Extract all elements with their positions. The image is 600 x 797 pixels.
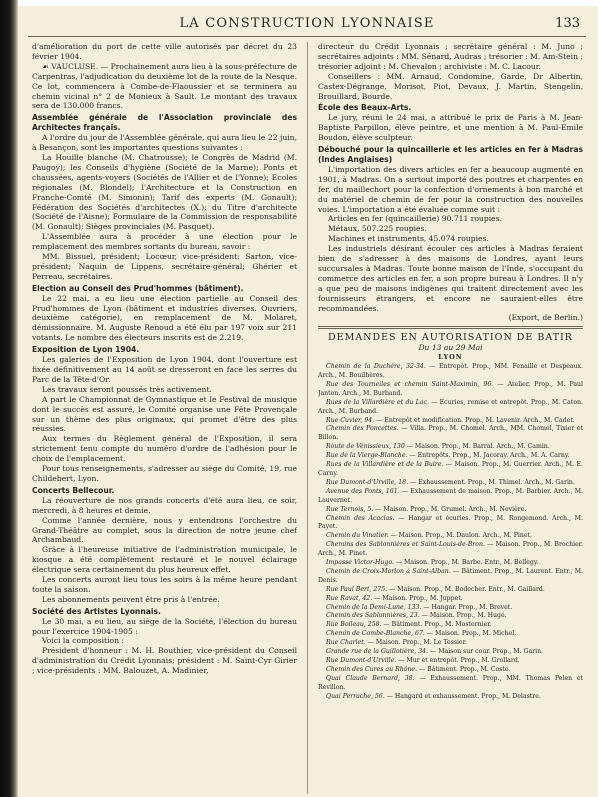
right-column [318,42,583,794]
permit-entry [318,693,583,702]
paragraph-l15: Pour tous renseignements, s'adresser au siège du Comité, 19, rue Childebert, Lyon. [32,464,297,483]
permit-entry [318,363,583,381]
permit-details: — Entrepôt et modification. Prop., M. Lavenir. Arch., M. Cadet. [374,416,575,424]
paragraph-r4: Le jury, réuni le 24 mai, a attribué le prix de Paris à M. Jean-Baptiste Parpillon, élève peintre, et une mention à M. Paul-Emile Boudon, élève sculpteur. [318,113,583,143]
permit-entry [318,621,583,630]
column-divider [307,42,308,794]
permit-details: — Maison. Prop., M. Hugé. [419,612,507,620]
permit-entry [318,399,583,417]
paragraph-l14: Aux termes du Règlement général de l'Exposition, il sera strictement tenu compte du numéro d'ordre de l'adhésion pour le choix de l'emplacement. [32,434,297,464]
permit-entry [318,568,583,586]
paragraph-r2: Conseillers : MM. Arnaud, Condomine, Garde, Dr Albertin, Castex-Dégrange, Morisot, Piot, Devaux, J. Martin, Stengelin, Brouillard, Bourde. [318,71,583,101]
demandes-list [318,363,583,701]
section-heading-l8: Election au Conseil des Prud'hommes (bâtiment). [32,283,244,293]
paragraph-l17: La réouverture de nos grands concerts d'été aura lieu, ce soir, mercredi, à 8 heures et demie. [32,495,297,515]
paragraph-l13: A part le Championnat de Gymnastique et le Festival de musique dont le succès est assuré, le Comité organise une Fête Provençale sur un thème des plus originaux, qui promet d'être des plus réussies. [32,394,297,434]
paragraph-l9: Le 22 mai, a eu lieu une élection partielle au Conseil des Prud'hommes de Lyon (bâtiment et industries diverses. Ouvriers, deuxième catégorie), en remplacement de M. Molaret, démissionnaire. M. Auguste Renoud a été élu par 197 voix sur 211 votants. Le nombre des électeurs inscrits est de 2.219. [32,293,297,343]
paragraph-r7: Articles en fer (quincaillerie) 90.711 roupies. [328,214,502,224]
permit-entry [318,639,583,648]
permit-details: — Atelier. Prop., M. Paul Janton. Arch., M. Burband. [318,380,583,397]
permit-entry [318,604,583,613]
section-heading-l22: Société des Artistes Lyonnais. [32,606,161,616]
permit-street: Chemin de la Duchère, 32-34. [326,363,426,371]
section-double-rule [318,326,583,329]
permit-street: Chemin du Vinatier. [326,532,389,540]
paragraph-l24: Voici la composition : [42,636,124,646]
permit-entry [318,675,583,693]
permit-details: — Bâtiment. Prop., M. Mosternier. [381,621,492,629]
permit-street: Rue des Tourneiles et chemin Saint-Maximin, 96. [326,380,494,388]
paragraph-l23: Le 30 mai, a eu lieu, au siège de la Société, l'élection du bureau pour l'exercice 1904-1905 : [32,616,297,636]
demandes-date-range: Du 13 au 29 Mai [418,343,483,353]
paragraph-l21: Les abonnements peuvent être pris à l'entrée. [42,594,220,604]
permit-details: — Entrepôts. Prop., M. Jacoray. Arch., M. A. Carny. [407,452,570,460]
permit-street: Chemin de la Demi-Lune, 133. [326,603,422,611]
section-heading-l16: Concerts Bellecour. [32,485,115,495]
paragraph-r9: Machines et instruments, 45.074 roupies. [328,234,489,244]
permit-entry [318,417,583,426]
journal-title: LA CONSTRUCTION LYONNAISE [179,16,435,31]
permit-street: Rues de la Villardière et de la Buire. [326,461,444,469]
permit-entry [318,532,583,541]
running-header [24,12,590,34]
demandes-title: DEMANDES EN AUTORISATION DE BATIR [328,332,573,344]
section-heading-r5: Débouché pour la quincaillerie et les articles en fer à Madras (Indes Anglaises) [318,145,583,164]
paragraph-r10: Les industriels désirant écouler ces articles à Madras feraient bien de s'adresser à des maisons de Londres, ayant leurs succursales à Madras. Toute bonne maison de l'Inde, s'occupant du commerce des articles en fer, a son propre bureau à Londres. Il n'y a que peu de maisons indigènes qui traitent directement avec les fournisseurs étrangers, et encore ne sauraient-elles être recommandées. [318,244,583,313]
paragraph-r1: directeur du Crédit Lyonnais ; secrétaire général : M. Juno ; secrétaires adjoints : MM. Sénard, Audras ; trésorier : M. Am-Stein ; trésorier adjoint : M. Chevalon ; archiviste : M. C. Lacour. [318,42,583,71]
permit-entry [318,461,583,479]
section-heading-r3: École des Beaux-Arts. [318,103,412,113]
permit-details: — Mur et entrepôt. Prop., M. Grollard. [396,657,520,664]
permit-entry [318,381,583,399]
permit-entry [318,559,583,568]
permit-street: Chemin des Sablonnières, 23. [326,612,420,620]
permit-details: — Maison. Prop., M. Guerrier. Arch., M. E. Carny. [318,461,583,477]
permit-details: — Exhaussement. Prop., MM. Thomas Pelen et Revillon. [318,674,583,691]
paragraph-l4: A l'ordre du jour de l'Assemblée générale, qui aura lieu le 22 juin, à Besançon, sont les importantes questions suivantes : [32,133,297,153]
permit-details: — Bâtiment. Prop., M. Coste. [417,665,511,673]
permit-entry [318,612,583,621]
permit-details: — Maison. Prop., M. Le Tessier. [365,639,467,647]
permit-details: — Maison. Prop., M. Michel. [424,630,517,638]
permit-street: Grande rue de la Guillotière, 34. [326,648,429,656]
permit-details: — Maison. Prop., M. Bodecher. Entr., M. Gaillard. [387,585,545,593]
permit-street: Rue Charlet. [326,639,366,647]
paragraph-l20: Les concerts auront lieu tous les soirs à la même heure pendant toute la saison. [32,575,297,594]
permit-entry [318,586,583,595]
paragraph-r11: (Export, de Berlin.) [508,313,583,323]
permit-details: — Maison sur cour. Prop., M. Garin. [428,648,544,656]
permit-details: — Exhaussement de maison. Prop., M. Barbier. Arch., M. Lauvernet. [318,487,583,504]
permit-entry [318,630,583,639]
permit-street: Rue de la Vierge-Blanche. [326,452,408,460]
document-page [18,6,598,797]
permit-street: Chemin des Acacias. [326,514,395,522]
paragraph-l5: La Houille blanche (M. Chatrousse); le Congrès de Madrid (M. Paugoy); les Conseils d'hygiène (Société de la Marne); Ponts et chaussées, agents-voyers (Sociétés de l'Allier et de l'Yonne); Ecoles régionales (M. Blondel); l'Architecture et la Construction en Franche-Comté (M. Simonin); Tarif des experts (M. Gonault); Fédération des Sociétés d'architectes (X.); du Titre d'architecte (Société de l'Aisne); Formulaire de la Commission de responsabilité (M. Gonault); Sièges provinciales (M. Pasquet). [32,152,297,232]
permit-street: Avenue des Ponts, 161. [326,487,400,495]
section-heading-l10: Exposition de Lyon 1904. [32,345,140,355]
permit-street: Quai Claude Bernard, 38. [326,674,415,682]
paragraph-r6: L'importation des divers articles en fer a beaucoup augmenté en 1901, à Madras. On a surtout importé des poutres et charpentes en fer, du maillechort pour la confection d'ornements à bon marché et du matériel de chemin de fer pour la construction des nouvelles voies. L'importation a été évaluée comme suit : [318,164,583,214]
permit-details: — Hangar et écuries. Prop., M. Rongemond. Arch., M. Payet. [318,514,583,531]
permit-entry [318,479,583,488]
demandes-city: LYON [438,353,463,362]
permit-details: — Exhaussement. Prop., M. Thimel. Arch., M. Garin. [408,478,575,486]
page-number: 133 [555,16,580,31]
permit-entry [318,595,583,604]
permit-details: — Maison. Prop., M. Brochier. Arch., M. Pinet. [318,541,583,558]
paragraph-l19: Grâce à l'heureuse initiative de l'administration municipale, le kiosque a été complètement restauré et le nouvel éclairage électrique sera certainement du plus heureux effet. [32,545,297,575]
permit-street: Chemins des Sablonnières et Saint-Louis-de-Bron. [326,541,485,549]
permit-street: Rue Ravat, 42. [326,594,373,602]
permit-entry [318,488,583,506]
permit-entry [318,657,583,666]
section-heading-l3: Assemblée générale de l'Association provinciale des Architectes français. [32,113,297,133]
paragraph-l1: d'amélioration du port de cette ville autorisés par décret du 23 février 1904. [32,42,297,61]
left-column [32,42,297,794]
permit-entry [318,506,583,515]
permit-entry [318,425,583,443]
paragraph-l11: Les galeries de l'Exposition de Lyon 1904, dont l'ouverture est fixée définitivement au 14 août se dresseront en face les serres du Parc de la Tête-d'Or. [32,355,297,384]
permit-details: — Hangar. Prop., M. Brevet. [421,603,513,611]
permit-street: Quai Perrache, 56. [326,692,385,700]
permit-street: Impasse Victor-Hugo. [326,559,394,567]
right-column-articles [318,42,583,323]
paragraph-l6: L'Assemblée aura à procéder à une élection pour le remplacement des membres sortants du bureau, savoir : [32,232,297,252]
permit-street: Chemin des Cures au Rhône. [326,665,418,673]
permit-details: — Hangard et exhaussement. Prop., M. Delastre. [384,692,541,700]
permit-entry [318,452,583,461]
permit-street: Rues de la Villardière et du Lac. [326,398,429,406]
permit-street: Route de Vénissieux, 130 [326,443,405,451]
paragraph-l25: Président d'honneur : M. H. Bouthier, vice-président du Conseil d'administration du Crédit Lyonnais; président : M. Saint-Cyr Girier ; vice-présidents : MM. Balouzet, A. Madinier, [32,646,297,676]
permit-street: Rue Boileau, 258. [326,621,382,629]
header-rule [28,36,586,37]
permit-details: — Maison. Prop., M. Barral. Arch., M. Camin. [404,443,550,451]
book-binding-edge [0,0,18,797]
permit-street: Rue Ternois, 5. [326,505,374,513]
permit-entry [318,443,583,452]
permit-details: — Villa. Prop., M. Chomel. Arch., MM. Chomel, Tixier et Billon. [318,425,583,442]
permit-details: — Maison. Prop., M. Daulon. Arch., M. Pinet. [388,532,532,540]
permit-details: — Bâtiment. Prop., M. Laurent. Entr., M. Denis. [318,567,583,584]
permit-street: Chemin de Croix-Morlon à Saint-Alban. [326,567,451,575]
permit-street: Chemin des Poncettes. [326,425,399,433]
paragraph-l7: MM. Bissuel, président; Locœur, vice-président; Sarton, vice-président; Naquin de Lippens, secrétaire-général; Ghérier et Perreau, secrétaires. [32,252,297,281]
paragraph-l12: Les travaux seront poussés très activement. [42,384,212,394]
permit-entry [318,541,583,559]
paragraph-l2: ☙ VAUCLUSE. — Prochainement aura lieu à la sous-préfecture de Carpentras, l'adjudication du deuxième lot de la route de la Nesque. Ce lot, commencera à Combe-de-Flaoussier et se terminera au chemin vicinal n° 2 de Monieux à Sault. Le montant des travaux sera de 130.000 francs. [32,61,297,111]
permit-details: — Entrepôt. Prop., MM. Fenaille et Despeaux. Arch., M. Bouilhères. [318,363,583,379]
permit-street: Rue Dumont-d'Urville, 18. [326,478,409,486]
permit-entry [318,648,583,657]
permit-street: Rue Paul Bert, 275. [326,585,388,593]
permit-street: Rue Cuvier, 94. [326,416,375,424]
permit-details: — Maison. Prop., M. Barbe. Entr., M. Bellegy. [393,559,539,567]
permit-details: — Maison. Prop., M. Grumel. Arch., M. Nevière. [373,505,527,513]
permit-entry [318,515,583,533]
permit-details: — Ecuries, remise et entrepôt. Prop., M. Caton. Arch., M. Burband. [318,398,583,415]
permit-details: — Maison. Prop., M. Juppet. [372,594,463,602]
paragraph-l18: Comme l'année dernière, nous y entendrons l'orchestre du Grand-Théâtre au complet, sous la direction de notre jeune chef Archambaud. [32,515,297,545]
permit-street: Chemin de Combe-Blanche, 67. [326,630,425,638]
permit-street: Rue Dumont-d'Urville. [326,657,397,664]
paragraph-r8: Métaux, 507.225 roupies. [328,224,427,234]
permit-entry [318,666,583,675]
